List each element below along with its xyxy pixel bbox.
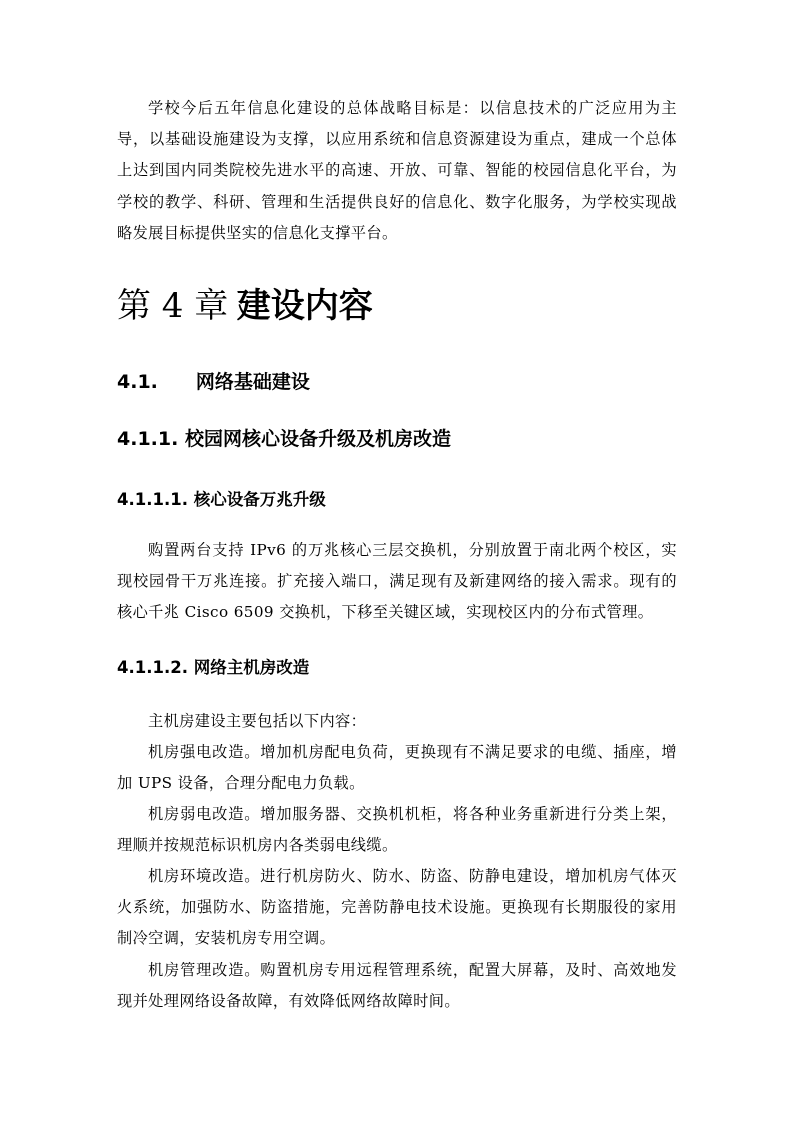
section-title: 核心设备万兆升级 (193, 490, 326, 509)
environment-upgrade-paragraph: 机房环境改造。进行机房防火、防水、防盗、防静电建设，增加机房气体灭火系统，加强防水、防盗措施，完善防静电技术设施。更换现有长期服役的家用制冷空调，安装机房专用空调。 (117, 867, 677, 948)
chapter-heading (117, 284, 373, 329)
section-number: 4.1.1. (117, 428, 179, 450)
chapter-title: 建设内容 (236, 286, 373, 326)
management-upgrade-paragraph: 机房管理改造。购置机房专用远程管理系统，配置大屏幕，及时、高效地发现并处理网络设备故障，有效降低网络故障时间。 (117, 961, 677, 1011)
section-heading-4-1-1 (117, 424, 451, 454)
core-upgrade-paragraph: 购置两台支持 IPv6 的万兆核心三层交换机，分别放置于南北两个校区，实现校园骨干万兆连接。扩充接入端口，满足现有及新建网络的接入需求。现有的核心千兆 Cisco 6509 交换机，下移至关键区域，实现校区内的分布式管理。 (117, 541, 677, 622)
chapter-number: 第 4 章 (117, 286, 229, 326)
section-number: 4.1.1.1. (117, 490, 188, 509)
intro-paragraph: 学校今后五年信息化建设的总体战略目标是：以信息技术的广泛应用为主导，以基础设施建设为支撑，以应用系统和信息资源建设为重点，建成一个总体上达到国内同类院校先进水平的高速、开放、可靠、智能的校园信息化平台，为学校的教学、科研、管理和生活提供良好的信息化、数字化服务，为学校实现战略发展目标提供坚实的信息化支撑平台。 (117, 99, 677, 242)
section-title: 校园网核心设备升级及机房改造 (184, 428, 451, 450)
section-heading-4-1-1-2 (117, 655, 309, 681)
machine-room-intro-paragraph: 主机房建设主要包括以下内容： (148, 712, 367, 730)
section-number: 4.1.1.2. (117, 658, 188, 677)
section-heading-4-1 (117, 368, 310, 396)
section-title: 网络基础建设 (195, 371, 310, 393)
power-upgrade-paragraph: 机房强电改造。增加机房配电负荷，更换现有不满足要求的电缆、插座，增加 UPS 设备，合理分配电力负载。 (117, 743, 677, 793)
low-voltage-upgrade-paragraph: 机房弱电改造。增加服务器、交换机机柜，将各种业务重新进行分类上架，理顺并按规范标识机房内各类弱电线缆。 (117, 805, 677, 855)
section-title: 网络主机房改造 (193, 658, 310, 677)
section-number: 4.1. (117, 371, 158, 393)
section-heading-4-1-1-1 (117, 487, 326, 513)
